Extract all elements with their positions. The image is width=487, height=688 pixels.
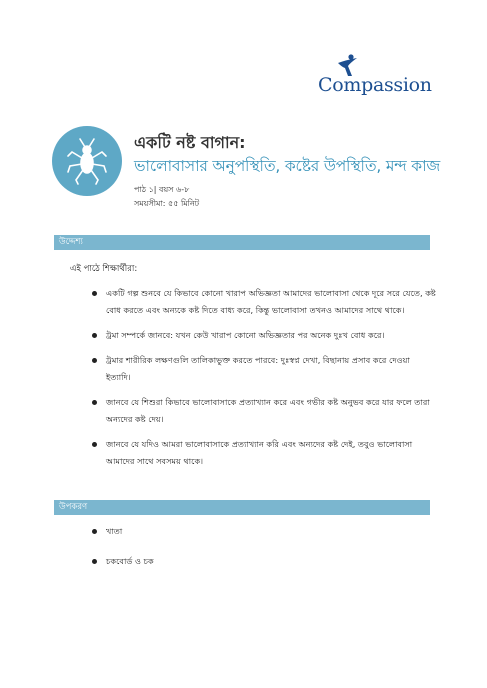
duration-info: সময়সীমা: ৫৫ মিনিট — [134, 199, 200, 208]
list-item: জানবে যে শিশুরা কিভাবে ভালোবাসাকে প্রত্যাখ্যান করে এবং গভীর কষ্ট অনুভব করে যার ফলে তারা অন্যদের কষ্ট দেয়। — [106, 394, 436, 428]
bullet-icon — [92, 442, 97, 447]
bullet-icon — [92, 559, 97, 564]
list-item: জানবে যে যদিও আমরা ভালোবাসাকে প্রত্যাখ্যান করি এবং অন্যদের কষ্ট দেই, তবুও ভালোবাসা আমাদের সাথে সবসময় থাকে। — [106, 436, 436, 470]
bullet-icon — [92, 333, 97, 338]
lesson-info: পাঠ ১| বয়স ৬-৮ — [134, 185, 190, 194]
list-item: খাতা — [106, 523, 436, 540]
insect-icon — [52, 126, 122, 196]
bullet-icon — [92, 400, 97, 405]
list-item: ট্রমা সম্পর্কে জানবে: যখন কেউ খারাপ কোনো অভিজ্ঞতার পর অনেক দুঃখ বোধ করে। — [106, 327, 436, 344]
list-item: ট্রমার শারীরিক লক্ষণগুলি তালিকাভুক্ত করতে পারবে: দুঃস্বপ্ন দেখা, বিছানায় প্রসাব করে দেওয়া ইত্যাদি। — [106, 352, 436, 386]
brand-name: Compassion — [318, 74, 432, 96]
title-line-1: একটি নষ্ট বাগান: — [134, 133, 246, 152]
objectives-list — [106, 285, 436, 478]
hero-icon-circle — [52, 126, 122, 196]
bullet-icon — [92, 529, 97, 534]
compassion-logo — [318, 54, 433, 98]
list-item: চকবোর্ড ও চক — [106, 553, 436, 570]
title-line-2: ভালোবাসার অনুপস্থিতি, কষ্টের উপস্থিতি, মন্দ কাজ — [134, 157, 441, 175]
bullet-icon — [92, 291, 97, 296]
bullet-icon — [92, 358, 97, 363]
materials-list — [106, 523, 436, 583]
list-item: একটি গল্প শুনবে যে কিভাবে কোনো খারাপ অভিজ্ঞতা আমাদের ভালোবাসা থেকে দূরে সরে যেতে, কষ্ট বোধ করতে এবং অন্যকে কষ্ট দিতে বাধ্য করে, কিন্তু ভালোবাসা তখনও আমাদের সাথে থাকে। — [106, 285, 436, 319]
section-bar-objectives: উদ্দেশ্য — [54, 235, 430, 250]
objectives-intro: এই পাঠে শিক্ষার্থীরা: — [70, 264, 138, 274]
section-bar-materials: উপকরণ — [54, 500, 430, 515]
